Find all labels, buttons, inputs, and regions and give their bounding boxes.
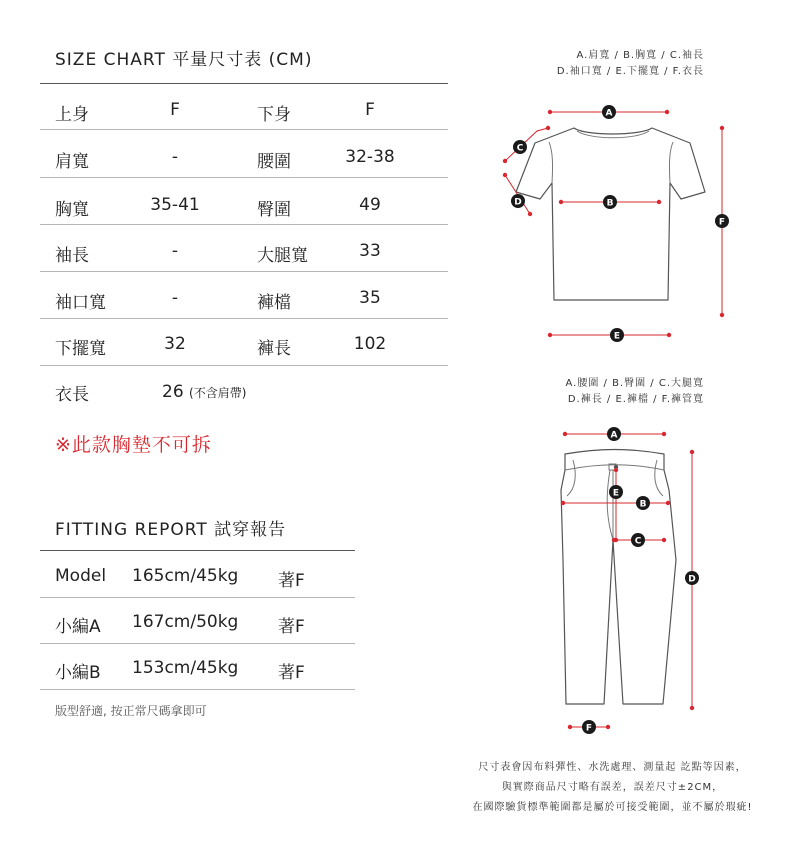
- pants-marker-b: [636, 496, 650, 510]
- legend-line: A.肩寬 / B.胸寬 / C.袖長: [576, 50, 704, 61]
- disclaimer-line: 尺寸表會因布料彈性、水洗處理、測量起 訖點等因素，: [478, 762, 747, 773]
- upper-size-header: F: [170, 100, 180, 120]
- hem-width-label: 下擺寬: [55, 339, 106, 359]
- chest-width-label: 胸寬: [55, 200, 89, 220]
- tshirt-outline: [516, 128, 705, 300]
- rise-label: 褲檔: [257, 293, 291, 313]
- svg-text:A: A: [605, 108, 613, 119]
- tshirt-marker-c: [513, 140, 527, 154]
- fit-note: 版型舒適, 按正常尺碼拿即可: [55, 704, 207, 718]
- body-length-label: 衣長: [55, 385, 89, 405]
- sleeve-length-value: -: [171, 241, 179, 261]
- fitter-measurements: 167cm/50kg: [132, 612, 239, 632]
- svg-text:F: F: [585, 723, 593, 734]
- hip-value: 49: [359, 195, 381, 215]
- legend-line: A.腰圍 / B.臀圍 / C.大腿寬: [565, 378, 704, 389]
- waist-value: 32-38: [345, 147, 395, 167]
- fitter-name: 小編A: [55, 617, 101, 637]
- shoulder-width-label: 肩寬: [55, 152, 89, 172]
- svg-text:B: B: [606, 198, 614, 209]
- pants-length-label: 褲長: [257, 339, 291, 359]
- svg-text:E: E: [613, 331, 621, 342]
- hip-label: 臀圍: [257, 200, 291, 220]
- fitter-name: 小編B: [55, 663, 101, 683]
- hem-width-value: 32: [164, 334, 186, 354]
- sleeve-length-label: 袖長: [55, 246, 89, 266]
- fitter-size-worn: 著F: [278, 571, 305, 591]
- body-length-note: (不含肩帶): [189, 386, 247, 400]
- tshirt-marker-e: [610, 328, 624, 342]
- lower-body-label: 下身: [257, 105, 291, 125]
- svg-text:D: D: [688, 574, 696, 585]
- pants-marker-a: [607, 427, 621, 441]
- svg-text:D: D: [514, 197, 522, 208]
- fitter-size-worn: 著F: [278, 663, 305, 683]
- tshirt-marker-b: [603, 195, 617, 209]
- thigh-width-label: 大腿寬: [257, 246, 308, 266]
- tshirt-marker-a: [602, 105, 616, 119]
- lower-size-header: F: [365, 100, 375, 120]
- rise-value: 35: [359, 288, 381, 308]
- tshirt-marker-d: [511, 194, 525, 208]
- svg-text:C: C: [516, 143, 524, 154]
- shoulder-width-value: -: [171, 147, 179, 167]
- legend-line: D.袖口寬 / E.下擺寬 / F.衣長: [556, 66, 704, 77]
- waist-label: 腰圍: [257, 152, 291, 172]
- thigh-width-value: 33: [359, 241, 381, 261]
- cuff-width-label: 袖口寬: [55, 293, 106, 313]
- svg-text:F: F: [718, 217, 726, 228]
- fitting-report-title: FITTING REPORT 試穿報告: [55, 520, 287, 540]
- pants-length-value: 102: [353, 334, 387, 354]
- disclaimer-line: 在國際驗貨標準範圍都是屬於可接受範圍，並不屬於瑕疵!: [472, 802, 753, 813]
- cuff-width-value: -: [171, 288, 179, 308]
- size-chart-title: SIZE CHART 平量尺寸表 (CM): [55, 50, 313, 70]
- removable-pad-warning: ※此款胸墊不可拆: [55, 434, 212, 456]
- chest-width-value: 35-41: [150, 195, 200, 215]
- body-length-number: 26: [162, 382, 184, 402]
- fitter-measurements: 165cm/45kg: [132, 566, 239, 586]
- measurement-disclaimer: [440, 758, 785, 818]
- tshirt-marker-f: [715, 214, 729, 228]
- legend-line: D.褲長 / E.褲檔 / F.褲管寬: [567, 394, 704, 405]
- svg-text:C: C: [634, 536, 642, 547]
- disclaimer-line: 與實際商品尺寸略有誤差，誤差尺寸±2CM，: [501, 782, 724, 793]
- pants-marker-f: [582, 720, 596, 734]
- svg-text:B: B: [639, 499, 647, 510]
- upper-body-label: 上身: [55, 105, 89, 125]
- fitter-size-worn: 著F: [278, 617, 305, 637]
- pants-marker-c: [631, 533, 645, 547]
- pants-marker-e: [609, 485, 623, 499]
- pants-marker-d: [685, 571, 699, 585]
- fitter-name: Model: [55, 566, 107, 586]
- svg-text:E: E: [612, 488, 620, 499]
- fitter-measurements: 153cm/45kg: [132, 658, 239, 678]
- svg-text:A: A: [610, 430, 618, 441]
